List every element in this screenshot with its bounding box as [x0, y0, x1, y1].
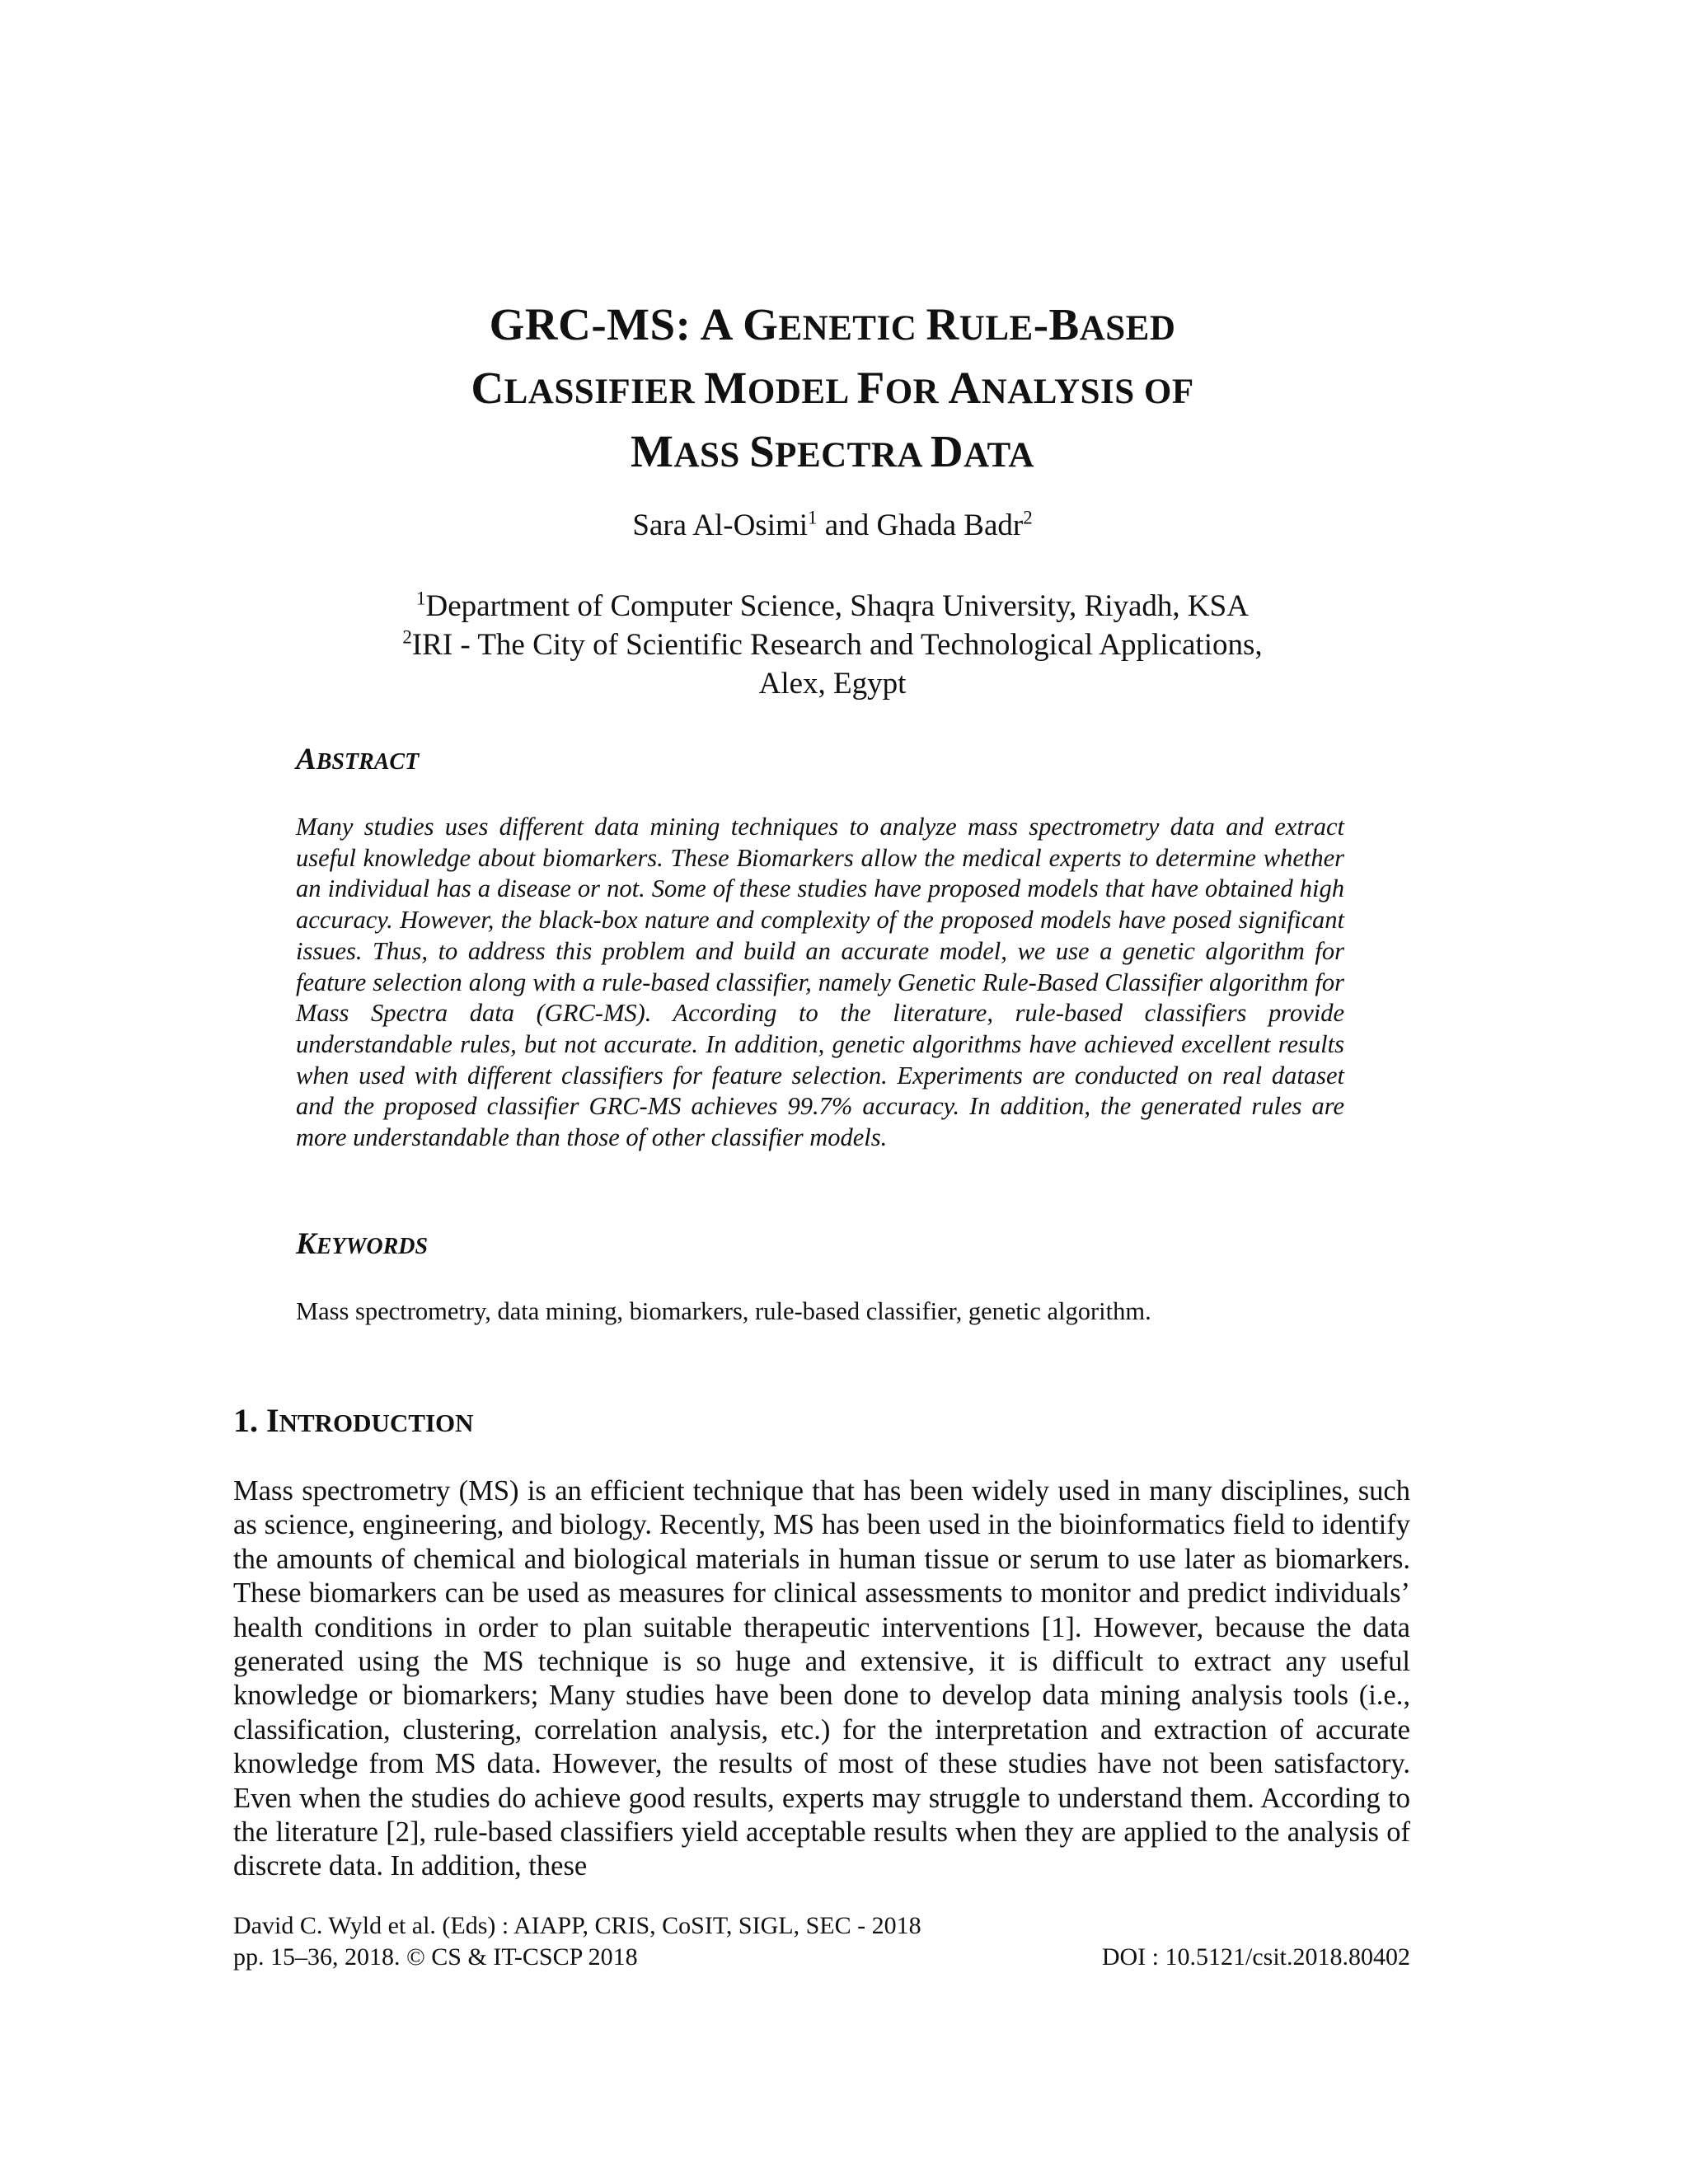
page-footer	[233, 1910, 1410, 1973]
footer-doi: DOI : 10.5121/csit.2018.80402	[1101, 1943, 1410, 1971]
affiliations	[231, 587, 1434, 703]
affiliation-2: $^2$IRI - The City of Scientific Research and Technological Applications,	[402, 626, 1263, 662]
title-line-3: MASS SPECTRA DATA	[631, 426, 1034, 476]
keywords-text: Mass spectrometry, data mining, biomarkers, rule-based classifier, genetic algorithm.	[296, 1297, 1151, 1325]
keywords-heading: KEYWORDS	[296, 1227, 429, 1261]
paper-title	[231, 295, 1434, 485]
affiliation-marker: 2	[1023, 507, 1033, 528]
footer-editors: David C. Wyld et al. (Eds) : AIAPP, CRIS, CoSIT, SIGL, SEC - 2018	[233, 1912, 921, 1939]
abstract-text: Many studies uses different data mining techniques to analyze mass spectrometry data and extract useful knowledge about biomarkers. These Biomarkers allow the medical experts to determine whether an individual has a disease or not. Some of these studies have proposed models that have obtained high accuracy. However, the black-box nature and complexity of the proposed models have posed significant issues. Thus, to address this problem and build an accurate model, we use a genetic algorithm for feature selection along with a rule-based classifier, namely Genetic Rule-Based Classifier algorithm for Mass Spectra data (GRC-MS). According to the literature, rule-based classifiers provide understandable rules, but not accurate. In addition, genetic algorithms have achieved excellent results when used with different classifiers for feature selection. Experiments are conducted on real dataset and the proposed classifier GRC-MS achieves 99.7% accuracy. In addition, the generated rules are more understandable than those of other classifier models.	[296, 813, 1344, 1152]
author-name: Sara Al-Osimi	[632, 509, 809, 542]
title-line-1: GRC-MS: A GENETIC RULE-BASED	[489, 299, 1176, 349]
footer-pages: pp. 15–36, 2018. © CS & IT-CSCP 2018	[233, 1943, 638, 1971]
section-heading-introduction: 1. INTRODUCTION	[233, 1402, 474, 1439]
author-line: Sara Al-Osimi$^1$ and Ghada Badr$^2$	[632, 507, 1033, 542]
title-line-2: CLASSIFIER MODEL FOR ANALYSIS OF	[471, 363, 1194, 413]
affiliation-1: $^1$Department of Computer Science, Shaqra University, Riyadh, KSA	[416, 588, 1249, 623]
affiliation-marker: 1	[808, 507, 818, 528]
author-name: Ghada Badr	[876, 509, 1024, 542]
introduction-paragraph: Mass spectrometry (MS) is an efficient technique that has been widely used in many disciplines, such as science, engineering, and biology. Recently, MS has been used in the bioinformatics field to identify the amounts of chemical and biological materials in human tissue or serum to use later as biomarkers. These biomarkers can be used as measures for clinical assessments to monitor and predict individuals’ health conditions in order to plan suitable therapeutic interventions [1]. However, because the data generated using the MS technique is so huge and extensive, it is difficult to extract any useful knowledge or biomarkers; Many studies have been done to develop data mining analysis tools (i.e., classification, clustering, correlation analysis, etc.) for the interpretation and extraction of accurate knowledge from MS data. However, the results of most of these studies have not been satisfactory. Even when the studies do achieve good results, experts may struggle to understand them. According to the literature [2], rule-based classifiers yield acceptable results when they are applied to the analysis of discrete data. In addition, these	[233, 1475, 1410, 1882]
affiliation-2-continued: Alex, Egypt	[758, 667, 907, 701]
abstract-heading: ABSTRACT	[296, 743, 420, 776]
